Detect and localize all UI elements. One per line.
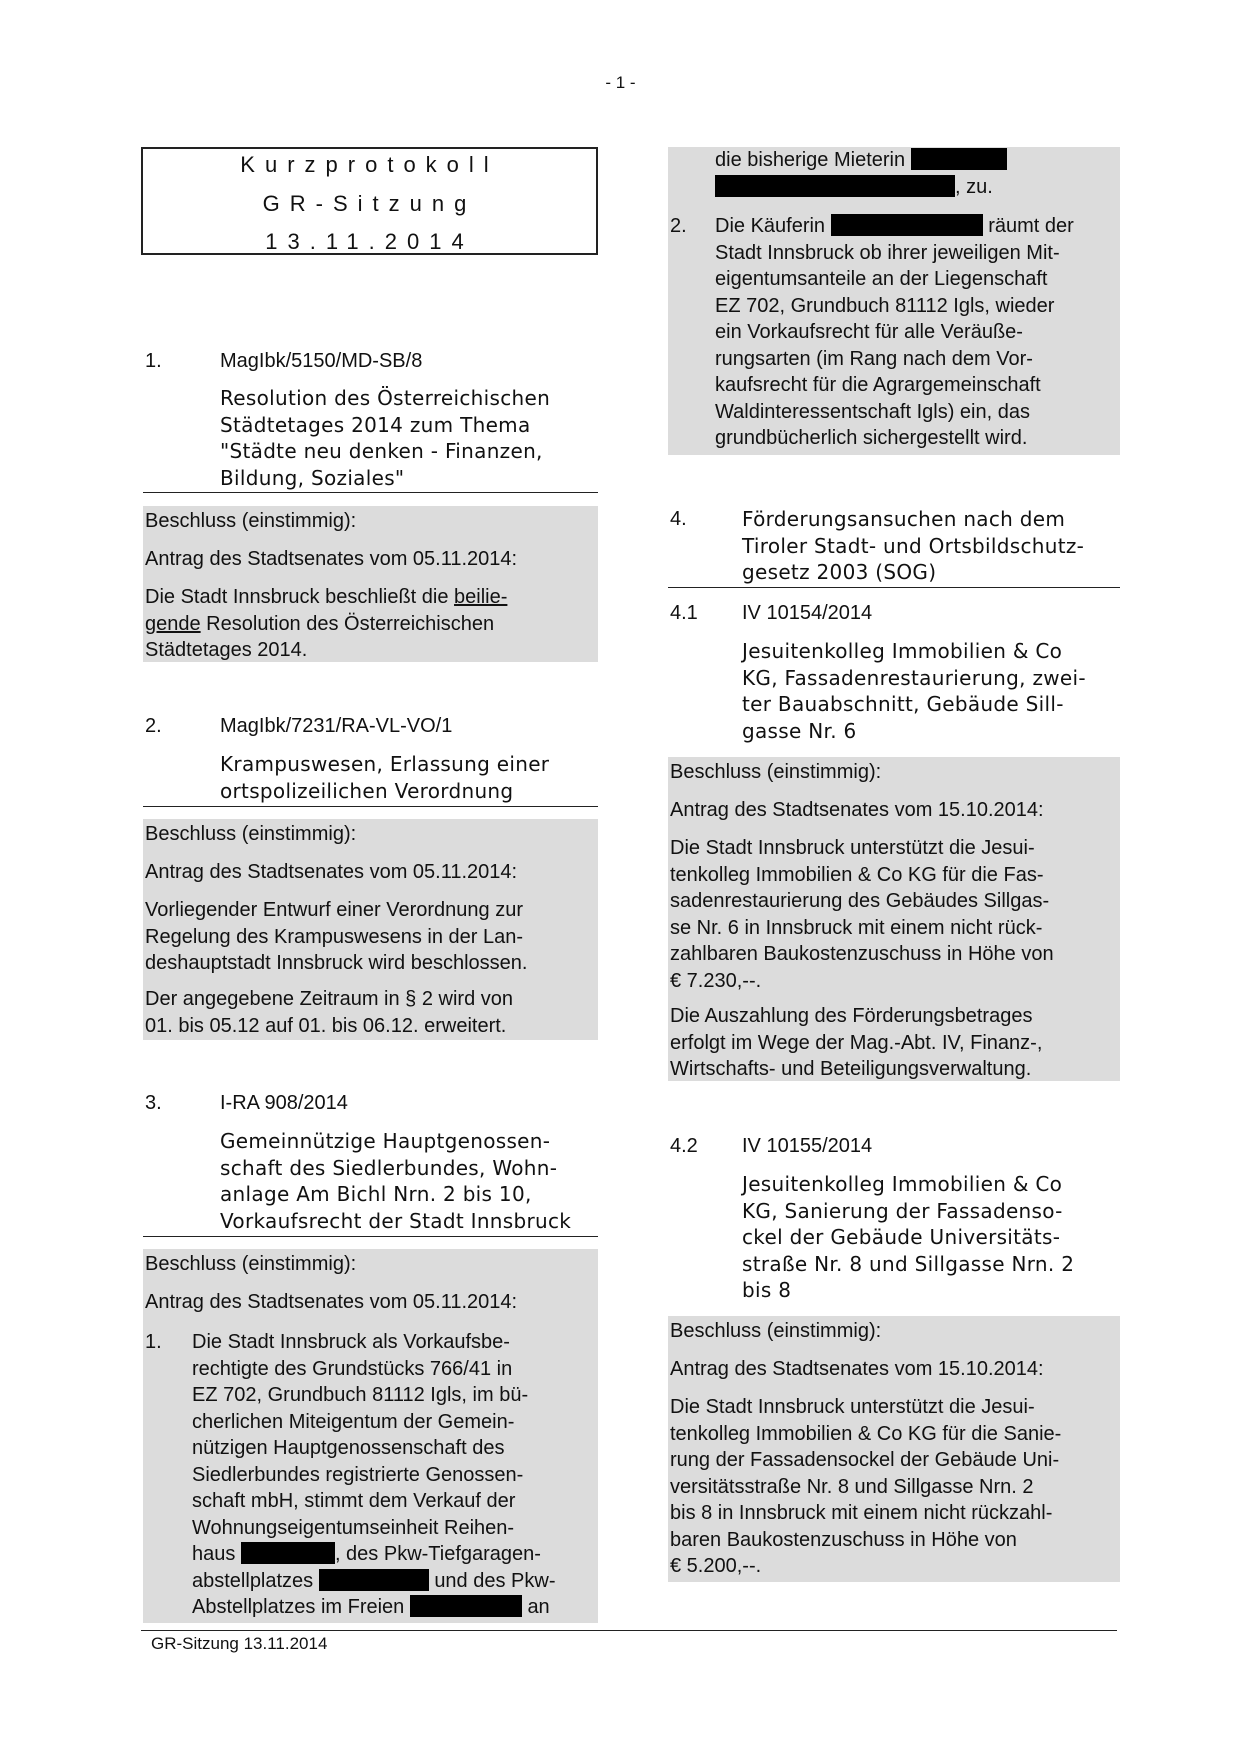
- resolution-block: [143, 1249, 598, 1623]
- item-number: 2.: [145, 715, 162, 737]
- item-code: MagIbk/7231/RA-VL-VO/1: [220, 715, 453, 737]
- resolution-text: Die Stadt Innsbruck beschließt die beilie- gende Resolution des Österreichischen Städtetages 2014.: [145, 586, 508, 661]
- beschluss-label: Beschluss (einstimmig):: [145, 1253, 357, 1275]
- resolution-text: Die Stadt Innsbruck unterstützt die Jesui- tenkolleg Immobilien & Co KG für die Sanie- rung der Fassadensockel der Gebäude Uni- versitätsstraße Nr. 8 und Sillgasse Nrn. 2 bis 8 in Innsbruck mit einem nicht rückzahl- baren Baukostenzuschuss in Höhe von € 5.200,--.: [670, 1396, 1062, 1577]
- left-column: [145, 0, 600, 1754]
- item-number: 4.2: [670, 1135, 698, 1157]
- item-code: IV 10155/2014: [742, 1135, 873, 1157]
- item-number: 1.: [145, 350, 162, 372]
- resolution-block: [668, 1316, 1120, 1582]
- redaction-bar: [831, 214, 983, 236]
- resolution-block: [143, 819, 598, 1040]
- redaction-bar: [241, 1542, 335, 1564]
- resolution-text: Die Stadt Innsbruck unterstützt die Jesui- tenkolleg Immobilien & Co KG für die Fas- sadenrestaurierung des Gebäudes Sillgas- se Nr. 6 in Innsbruck mit einem nicht rück- zahlbaren Baukostenzuschuss in Höhe von € 7.230,--.: [670, 837, 1054, 992]
- divider: [143, 1236, 598, 1237]
- item-number: 4.1: [670, 602, 698, 624]
- redaction-bar: [410, 1595, 522, 1617]
- item-code: MagIbk/5150/MD-SB/8: [220, 350, 423, 372]
- beschluss-label: Beschluss (einstimmig):: [670, 1320, 882, 1342]
- antrag-label: Antrag des Stadtsenates vom 05.11.2014:: [145, 548, 518, 570]
- item-topic: Resolution des Österreichischen Städtetages 2014 zum Thema "Städte neu denken - Finanzen, Bildung, Soziales": [220, 386, 551, 490]
- footer-text: GR-Sitzung 13.11.2014: [151, 1634, 328, 1653]
- resolution-block-continued: [668, 147, 1120, 455]
- resolution-text: Der angegebene Zeitraum in § 2 wird von 01. bis 05.12 auf 01. bis 06.12. erweitert.: [145, 988, 513, 1037]
- page-number: - 1 -: [605, 73, 636, 92]
- antrag-label: Antrag des Stadtsenates vom 15.10.2014:: [670, 799, 1044, 821]
- item-code: I-RA 908/2014: [220, 1092, 348, 1114]
- title-line-1: Kurzprotokoll: [240, 152, 499, 177]
- item-number: 3.: [145, 1092, 162, 1114]
- sub-item-number: 1.: [145, 1331, 162, 1353]
- right-column: [668, 0, 1120, 1754]
- divider: [143, 806, 598, 807]
- beschluss-label: Beschluss (einstimmig):: [670, 761, 882, 783]
- item-number: 4.: [670, 508, 687, 530]
- item-topic: Jesuitenkolleg Immobilien & Co KG, Fassadenrestaurierung, zwei- ter Bauabschnitt, Gebäude Sill- gasse Nr. 6: [742, 639, 1086, 743]
- antrag-label: Antrag des Stadtsenates vom 15.10.2014:: [670, 1358, 1044, 1380]
- resolution-text: Die Auszahlung des Förderungsbetrages erfolgt im Wege der Mag.-Abt. IV, Finanz-, Wirtschafts- und Beteiligungsverwaltung.: [670, 1005, 1043, 1080]
- item-topic: Jesuitenkolleg Immobilien & Co KG, Sanierung der Fassadenso- ckel der Gebäude Universitäts- straße Nr. 8 und Sillgasse Nrn. 2 bis 8: [742, 1172, 1075, 1302]
- sub-item-number: 2.: [670, 215, 687, 237]
- title-line-2: GR-Sitzung: [262, 191, 477, 216]
- sub-item-text: Die Stadt Innsbruck als Vorkaufsbe- rechtigte des Grundstücks 766/41 in EZ 702, Grundbuch 81112 Igls, im bü- cherlichen Miteigentum der Gemein- nützigen Hauptgenossenschaft des Siedlerbundes registrierte Genossen- schaft mbH, stimmt dem Verkauf der Wohnungseigentumseinheit Reihen- haus , des Pkw-Tiefgaragen- abstellplatzes und des Pkw- Abstellplatzes im Freien an: [192, 1331, 556, 1618]
- divider: [143, 492, 598, 493]
- item-topic: Gemeinnützige Hauptgenossen- schaft des Siedlerbundes, Wohn- anlage Am Bichl Nrn. 2 bis 10, Vorkaufsrecht der Stadt Innsbruck: [220, 1129, 572, 1233]
- item-topic: Krampuswesen, Erlassung einer ortspolizeilichen Verordnung: [220, 752, 550, 803]
- resolution-block: [143, 506, 598, 662]
- beschluss-label: Beschluss (einstimmig):: [145, 510, 357, 532]
- antrag-label: Antrag des Stadtsenates vom 05.11.2014:: [145, 1291, 518, 1313]
- sub-item-text: Die Käuferin räumt der Stadt Innsbruck ob ihrer jeweiligen Mit- eigentumsanteile an der Liegenschaft EZ 702, Grundbuch 81112 Igls, wieder ein Vorkaufsrecht für alle Veräuße- rungsarten (im Rang nach dem Vor- kaufsrecht für die Agrargemeinschaft Waldinteressentschaft Igls) ein, das grundbücherlich sichergestellt wird.: [715, 215, 1074, 449]
- redaction-bar: [715, 175, 955, 197]
- redaction-bar: [911, 148, 1007, 170]
- sub-item-text: die bisherige Mieterin , zu.: [715, 147, 1007, 200]
- resolution-text: Vorliegender Entwurf einer Verordnung zur Regelung des Krampuswesens in der Lan- deshauptstadt Innsbruck wird beschlossen.: [145, 899, 528, 974]
- antrag-label: Antrag des Stadtsenates vom 05.11.2014:: [145, 861, 518, 883]
- divider: [668, 587, 1120, 588]
- item-code: IV 10154/2014: [742, 602, 873, 624]
- footer-divider: [141, 1630, 1117, 1631]
- beschluss-label: Beschluss (einstimmig):: [145, 823, 357, 845]
- title-line-3: 13.11.2014: [265, 229, 474, 254]
- item-topic: Förderungsansuchen nach dem Tiroler Stadt- und Ortsbildschutz- gesetz 2003 (SOG): [742, 507, 1085, 584]
- redaction-bar: [319, 1569, 429, 1591]
- resolution-block: [668, 757, 1120, 1081]
